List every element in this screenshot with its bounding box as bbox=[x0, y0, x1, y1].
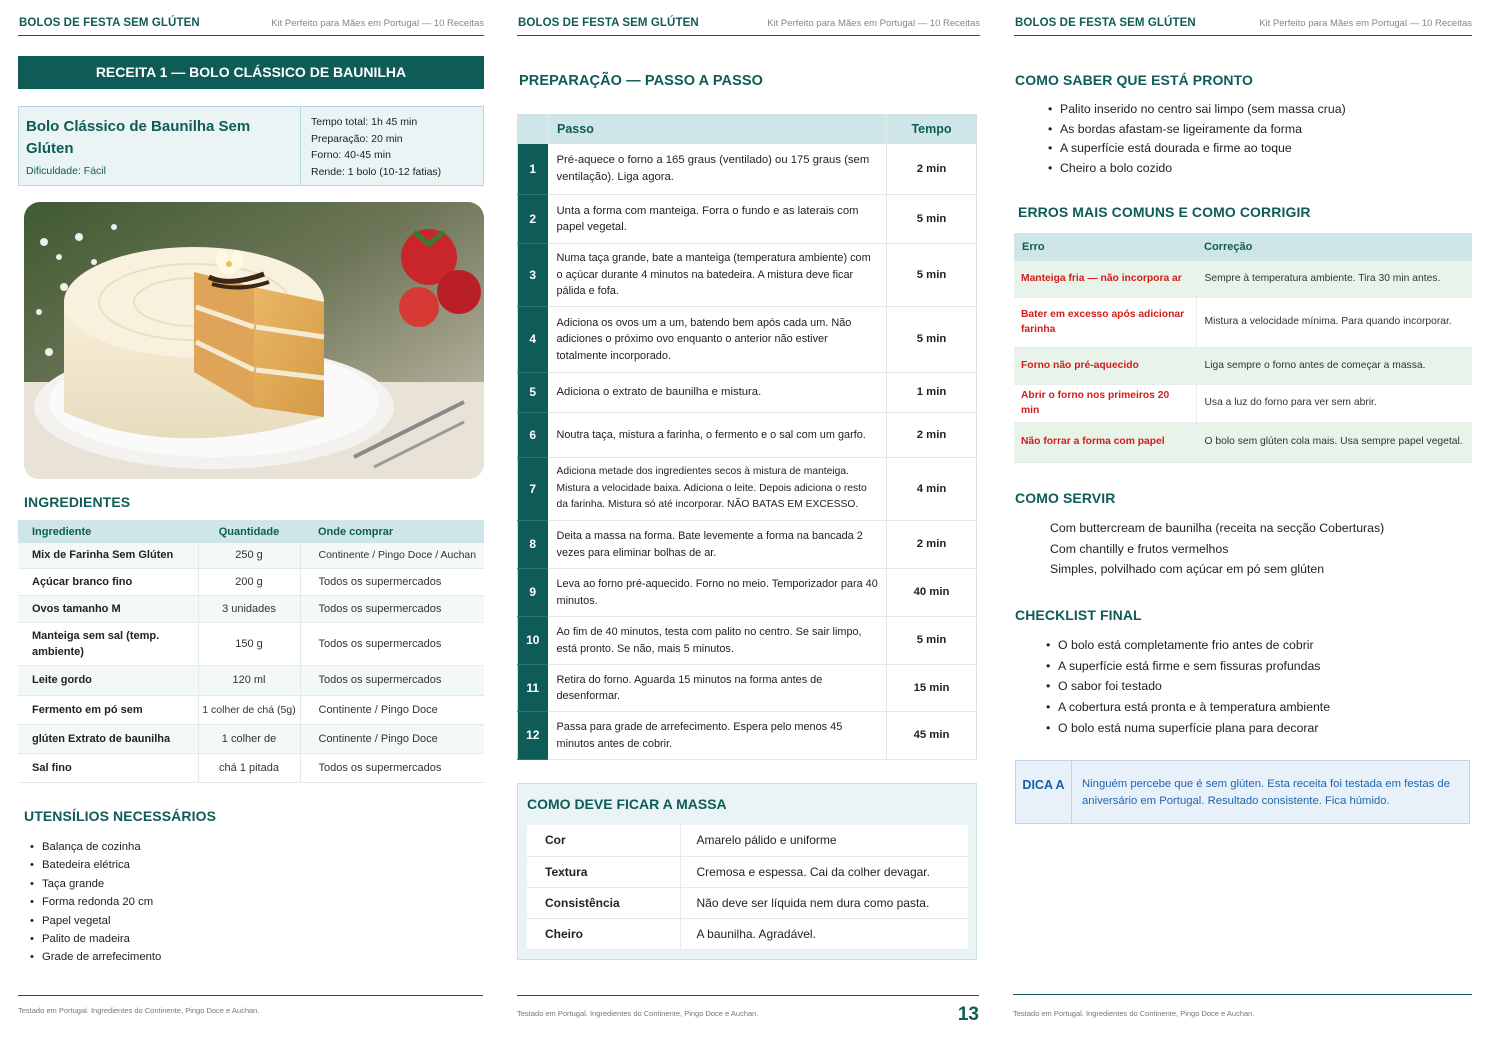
cake-illustration bbox=[24, 202, 484, 479]
meta-oven-time: Forno: 40-45 min bbox=[311, 149, 391, 161]
step-text: Pré-aquece o forno a 165 graus (ventilado) ou 175 graus (sem ventilação). Liga agora. bbox=[548, 144, 887, 195]
fix-text: Mistura a velocidade mínima. Para quando incorporar. bbox=[1196, 297, 1472, 347]
table-row bbox=[18, 543, 484, 568]
errors-header-row bbox=[1014, 233, 1472, 261]
footer-text: Testado em Portugal. Ingredientes do Continente, Pingo Doce e Auchan. bbox=[18, 1006, 260, 1015]
table-row bbox=[18, 753, 484, 782]
list-item: • Forma redonda 20 cm bbox=[28, 893, 161, 911]
header-title: BOLOS DE FESTA SEM GLÚTEN bbox=[19, 17, 200, 29]
list-item: • Cheiro a bolo cozido bbox=[1046, 159, 1346, 179]
step-text: Unta a forma com manteiga. Forra o fundo e as laterais com papel vegetal. bbox=[548, 195, 887, 244]
list-item: Com buttercream de baunilha (receita na secção Coberturas) bbox=[1050, 521, 1385, 535]
step-time: 2 min bbox=[887, 413, 977, 458]
table-row bbox=[518, 144, 977, 195]
step-time: 1 min bbox=[887, 373, 977, 413]
cake-photo bbox=[24, 202, 484, 479]
ingredients-header-row bbox=[18, 520, 484, 543]
step-time: 2 min bbox=[887, 521, 977, 569]
serve-list bbox=[1050, 518, 1384, 580]
list-item: Com chantilly e frutos vermelhos bbox=[1050, 541, 1229, 556]
table-row bbox=[1014, 261, 1472, 297]
table-row bbox=[518, 712, 977, 760]
tip-box bbox=[1015, 760, 1470, 824]
page-left bbox=[0, 0, 497, 1055]
meta-total-time: Tempo total: 1h 45 min bbox=[311, 116, 418, 128]
ingredient-name: Leite gordo bbox=[18, 665, 198, 695]
list-item: • O sabor foi testado bbox=[1044, 676, 1330, 697]
col-step: Passo bbox=[548, 115, 887, 144]
step-text: Adiciona os ovos um a um, batendo bem após cada um. Não adiciones o próximo ovo enquanto o anterior não estiver totalmente incorporado. bbox=[548, 307, 887, 373]
table-row bbox=[518, 569, 977, 617]
list-item: • O bolo está completamente frio antes de cobrir bbox=[1044, 635, 1330, 656]
fix-text: O bolo sem glúten cola mais. Usa sempre papel vegetal. bbox=[1196, 422, 1472, 462]
recipe-meta bbox=[311, 114, 441, 180]
list-item: • Palito inserido no centro sai limpo (sem massa crua) bbox=[1046, 100, 1346, 120]
list-item: • O bolo está numa superfície plana para decorar bbox=[1044, 718, 1330, 739]
errors-title: ERROS MAIS COMUNS E COMO CORRIGIR bbox=[1018, 204, 1311, 220]
batter-key: Consistência bbox=[527, 887, 680, 918]
list-item: • Palito de madeira bbox=[28, 930, 161, 948]
recipe-banner: RECEITA 1 — BOLO CLÁSSICO DE BAUNILHA bbox=[18, 56, 484, 89]
steps-header-row bbox=[518, 115, 977, 144]
table-row bbox=[518, 244, 977, 307]
step-text: Deita a massa na forma. Bate levemente a forma na bancada 2 vezes para eliminar bolhas de ar. bbox=[548, 521, 887, 569]
recipe-info-left bbox=[19, 107, 301, 185]
list-item: • Batedeira elétrica bbox=[28, 856, 161, 874]
ingredient-where: Todos os supermercados bbox=[300, 753, 484, 782]
tools-list bbox=[28, 838, 161, 967]
list-item: • Papel vegetal bbox=[28, 912, 161, 930]
table-row bbox=[527, 825, 968, 856]
ingredient-where: Continente / Pingo Doce bbox=[300, 695, 484, 724]
error-text: Não forrar a forma com papel bbox=[1014, 422, 1196, 462]
ingredients-title: INGREDIENTES bbox=[24, 494, 131, 510]
table-row bbox=[18, 595, 484, 622]
list-item: • Taça grande bbox=[28, 875, 161, 893]
table-row bbox=[18, 568, 484, 595]
page-footer bbox=[18, 995, 483, 1015]
checklist-title: CHECKLIST FINAL bbox=[1015, 607, 1142, 623]
ingredient-qty: 1 colher de chá (5g) bbox=[198, 695, 300, 724]
ready-title: COMO SABER QUE ESTÁ PRONTO bbox=[1015, 72, 1254, 88]
tools-title: UTENSÍLIOS NECESSÁRIOS bbox=[24, 808, 217, 824]
step-text: Retira do forno. Aguarda 15 minutos na forma antes de desenformar. bbox=[548, 665, 887, 712]
step-time: 15 min bbox=[887, 665, 977, 712]
table-row bbox=[518, 307, 977, 373]
page-header bbox=[517, 14, 980, 36]
table-row bbox=[518, 617, 977, 665]
col-where: Onde comprar bbox=[300, 520, 484, 543]
step-number: 6 bbox=[518, 413, 548, 458]
col-number bbox=[518, 115, 548, 144]
header-subtitle: Kit Perfeito para Mães em Portugal — 10 Receitas bbox=[767, 18, 980, 29]
page-footer bbox=[1013, 994, 1472, 1018]
batter-key: Cor bbox=[527, 825, 680, 856]
ingredient-where: Todos os supermercados bbox=[300, 622, 484, 665]
step-text: Leva ao forno pré-aquecido. Forno no meio. Temporizador para 40 minutos. bbox=[548, 569, 887, 617]
col-quantity: Quantidade bbox=[198, 520, 300, 543]
ingredient-qty: chá 1 pitada bbox=[198, 753, 300, 782]
list-item: • As bordas afastam-se ligeiramente da forma bbox=[1046, 120, 1346, 140]
step-number: 8 bbox=[518, 521, 548, 569]
batter-value: A baunilha. Agradável. bbox=[680, 918, 968, 949]
step-number: 5 bbox=[518, 373, 548, 413]
page-header bbox=[18, 14, 484, 36]
table-row bbox=[1014, 422, 1472, 462]
footer-text: Testado em Portugal. Ingredientes do Continente, Pingo Doce e Auchan. bbox=[1013, 1009, 1255, 1018]
step-time: 45 min bbox=[887, 712, 977, 760]
ingredient-qty: 1 colher de bbox=[198, 724, 300, 753]
fix-text: Usa a luz do forno para ver sem abrir. bbox=[1196, 384, 1472, 422]
step-number: 11 bbox=[518, 665, 548, 712]
step-time: 5 min bbox=[887, 195, 977, 244]
batter-value: Não deve ser líquida nem dura como pasta. bbox=[680, 887, 968, 918]
ingredient-qty: 120 ml bbox=[198, 665, 300, 695]
ingredients-table bbox=[18, 520, 484, 783]
step-number: 2 bbox=[518, 195, 548, 244]
page-right bbox=[994, 0, 1491, 1055]
ingredient-name: Açúcar branco fino bbox=[18, 568, 198, 595]
step-text: Numa taça grande, bate a manteiga (temperatura ambiente) com o açúcar durante 4 minutos na batedeira. A mistura deve ficar pálida e fofa. bbox=[548, 244, 887, 307]
ingredient-where: Todos os supermercados bbox=[300, 665, 484, 695]
table-row bbox=[527, 918, 968, 949]
table-row bbox=[1014, 347, 1472, 384]
table-row bbox=[518, 413, 977, 458]
col-error: Erro bbox=[1014, 233, 1196, 261]
ingredient-where: Todos os supermercados bbox=[300, 568, 484, 595]
ingredient-qty: 3 unidades bbox=[198, 595, 300, 622]
error-text: Manteiga fria — não incorpora ar bbox=[1014, 261, 1196, 297]
batter-value: Amarelo pálido e uniforme bbox=[680, 825, 968, 856]
header-title: BOLOS DE FESTA SEM GLÚTEN bbox=[1015, 17, 1196, 29]
recipe-difficulty: Dificuldade: Fácil bbox=[26, 165, 106, 177]
batter-box bbox=[517, 783, 977, 960]
table-row bbox=[18, 695, 484, 724]
step-number: 1 bbox=[518, 144, 548, 195]
recipe-info-box bbox=[18, 106, 484, 186]
step-number: 7 bbox=[518, 458, 548, 521]
ingredient-name: glúten Extrato de baunilha bbox=[18, 724, 198, 753]
table-row bbox=[527, 887, 968, 918]
step-number: 12 bbox=[518, 712, 548, 760]
batter-value: Cremosa e espessa. Cai da colher devagar. bbox=[680, 856, 968, 887]
batter-title: COMO DEVE FICAR A MASSA bbox=[527, 796, 727, 812]
checklist bbox=[1044, 635, 1330, 739]
step-number: 9 bbox=[518, 569, 548, 617]
col-fix: Correção bbox=[1196, 233, 1472, 261]
step-text: Adiciona o extrato de baunilha e mistura. bbox=[548, 373, 887, 413]
recipe-title: Bolo Clássico de Baunilha Sem Glúten bbox=[26, 118, 251, 157]
step-time: 5 min bbox=[887, 307, 977, 373]
step-time: 5 min bbox=[887, 617, 977, 665]
batter-key: Cheiro bbox=[527, 918, 680, 949]
list-item: • Balança de cozinha bbox=[28, 838, 161, 856]
list-item: Simples, polvilhado com açúcar em pó sem glúten bbox=[1050, 562, 1325, 576]
error-text: Abrir o forno nos primeiros 20 min bbox=[1014, 384, 1196, 422]
ingredient-name: Sal fino bbox=[18, 753, 198, 782]
step-time: 40 min bbox=[887, 569, 977, 617]
ingredient-name: Manteiga sem sal (temp. ambiente) bbox=[18, 622, 198, 665]
table-row bbox=[527, 856, 968, 887]
list-item: • Grade de arrefecimento bbox=[28, 948, 161, 966]
step-text: Ao fim de 40 minutos, testa com palito no centro. Se sair limpo, está pronto. Se não, mais 5 minutos. bbox=[548, 617, 887, 665]
table-row bbox=[1014, 297, 1472, 347]
step-number: 10 bbox=[518, 617, 548, 665]
step-time: 2 min bbox=[887, 144, 977, 195]
table-row bbox=[18, 665, 484, 695]
errors-table bbox=[1014, 233, 1472, 463]
col-ingredient: Ingrediente bbox=[18, 520, 198, 543]
ingredient-where: Continente / Pingo Doce bbox=[300, 724, 484, 753]
fix-text: Sempre à temperatura ambiente. Tira 30 min antes. bbox=[1196, 261, 1472, 297]
table-row bbox=[518, 665, 977, 712]
ingredient-qty: 250 g bbox=[198, 543, 300, 568]
page-number: 13 bbox=[957, 1004, 979, 1025]
table-row bbox=[518, 373, 977, 413]
list-item: • A superfície está firme e sem fissuras profundas bbox=[1044, 656, 1330, 677]
steps-table bbox=[517, 114, 977, 760]
header-subtitle: Kit Perfeito para Mães em Portugal — 10 Receitas bbox=[271, 18, 484, 29]
step-text: Adiciona metade dos ingredientes secos à mistura de manteiga. Mistura a velocidade baixa. Adiciona o leite. Depois adiciona o resto da farinha. Mistura só até incorporar. NÃO BATAS EM EXCESSO. bbox=[548, 458, 887, 521]
ingredient-qty: 150 g bbox=[198, 622, 300, 665]
ingredient-where: Continente / Pingo Doce / Auchan bbox=[300, 543, 484, 568]
preparation-title: PREPARAÇÃO — PASSO A PASSO bbox=[519, 73, 764, 89]
ready-list bbox=[1046, 100, 1346, 178]
serve-title: COMO SERVIR bbox=[1015, 490, 1116, 506]
error-text: Forno não pré-aquecido bbox=[1014, 347, 1196, 384]
step-text: Noutra taça, mistura a farinha, o fermento e o sal com um garfo. bbox=[548, 413, 887, 458]
step-number: 4 bbox=[518, 307, 548, 373]
step-text: Passa para grade de arrefecimento. Espera pelo menos 45 minutos antes de cobrir. bbox=[548, 712, 887, 760]
fix-text: Liga sempre o forno antes de começar a massa. bbox=[1196, 347, 1472, 384]
table-row bbox=[18, 622, 484, 665]
ingredient-name: Ovos tamanho M bbox=[18, 595, 198, 622]
ingredient-name: Fermento em pó sem bbox=[18, 695, 198, 724]
batter-key: Textura bbox=[527, 856, 680, 887]
table-row bbox=[518, 458, 977, 521]
ingredient-where: Todos os supermercados bbox=[300, 595, 484, 622]
error-text: Bater em excesso após adicionar farinha bbox=[1014, 297, 1196, 347]
table-row bbox=[18, 724, 484, 753]
step-number: 3 bbox=[518, 244, 548, 307]
table-row bbox=[518, 195, 977, 244]
table-row bbox=[1014, 384, 1472, 422]
batter-table bbox=[527, 825, 968, 950]
col-time: Tempo bbox=[887, 115, 977, 144]
page-header bbox=[1014, 14, 1472, 36]
header-title: BOLOS DE FESTA SEM GLÚTEN bbox=[518, 17, 699, 29]
ingredient-qty: 200 g bbox=[198, 568, 300, 595]
list-item: • A cobertura está pronta e à temperatura ambiente bbox=[1044, 697, 1330, 718]
step-time: 5 min bbox=[887, 244, 977, 307]
header-subtitle: Kit Perfeito para Mães em Portugal — 10 Receitas bbox=[1259, 18, 1472, 29]
page-footer bbox=[517, 995, 979, 1025]
tip-label: DICA A bbox=[1016, 761, 1072, 823]
meta-yield: Rende: 1 bolo (10-12 fatias) bbox=[311, 165, 442, 178]
table-row bbox=[518, 521, 977, 569]
step-time: 4 min bbox=[887, 458, 977, 521]
tip-text: Ninguém percebe que é sem glúten. Esta receita foi testada em festas de aniversário em Portugal. Resultado consistente. Fica húmido. bbox=[1082, 778, 1450, 807]
list-item: • A superfície está dourada e firme ao toque bbox=[1046, 139, 1346, 159]
ingredient-name: Mix de Farinha Sem Glúten bbox=[18, 543, 198, 568]
meta-prep-time: Preparação: 20 min bbox=[311, 132, 403, 145]
footer-text: Testado em Portugal. Ingredientes do Continente, Pingo Doce e Auchan. bbox=[517, 1009, 759, 1018]
